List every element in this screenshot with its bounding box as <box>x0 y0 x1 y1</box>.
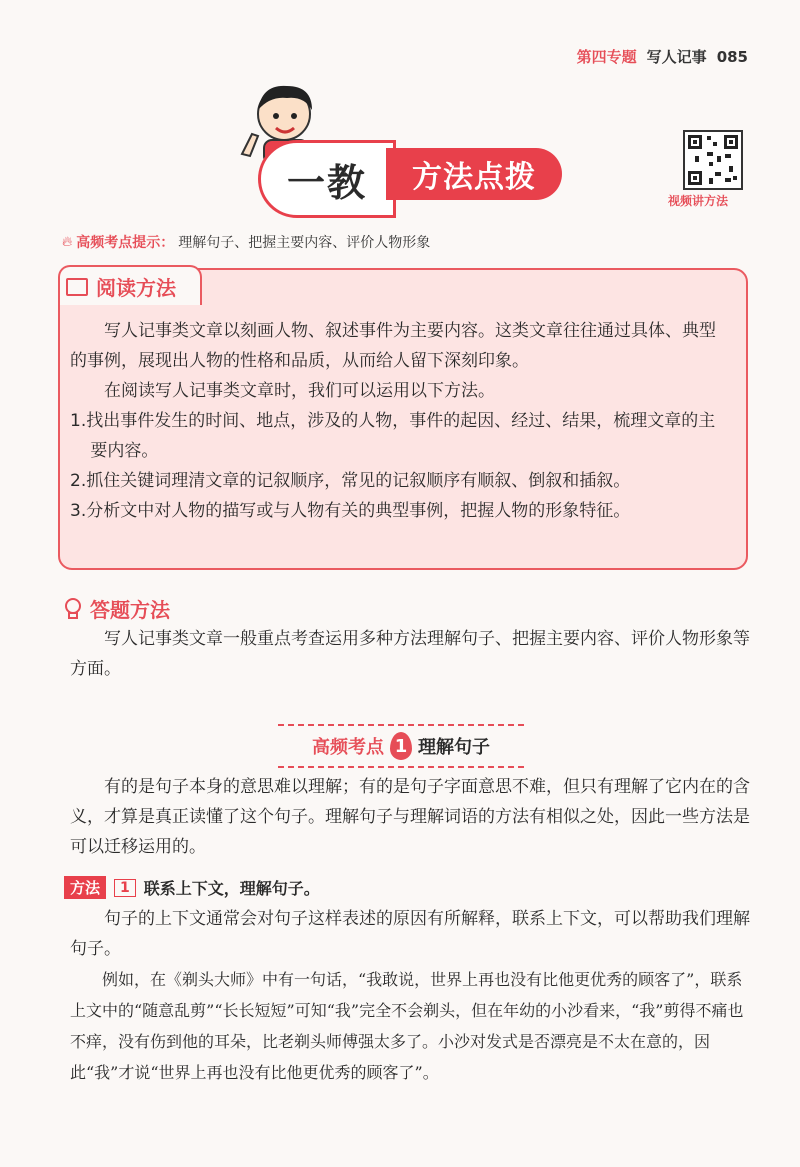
method-heading <box>64 876 320 899</box>
answer-heading <box>64 594 170 623</box>
method-number: 1 <box>114 879 136 897</box>
reading-content <box>70 316 732 526</box>
lightbulb-icon <box>64 598 82 620</box>
section-label: 第四专题 <box>576 48 637 66</box>
answer-text: 写人记事类文章一般重点考查运用多种方法理解句子、把握主要内容、评价人物形象等方面。 <box>70 629 750 679</box>
page-number: 085 <box>716 47 748 66</box>
banner-prefix: 一教 <box>258 140 396 218</box>
reading-heading-text: 阅读方法 <box>96 276 176 300</box>
qr-label: 视频讲方法 <box>668 194 729 208</box>
keypoint-number: 1 <box>390 732 412 760</box>
keypoint-title: 理解句子 <box>418 737 490 758</box>
banner-title: 方法点拨 <box>386 148 562 200</box>
reading-item: 3.分析文中对人物的描写或与人物有关的典型事例，把握人物的形象特征。 <box>70 501 631 521</box>
key-tip <box>62 232 430 252</box>
section2-text: 句子的上下文通常会对句子这样表述的原因有所解释，联系上下文，可以帮助我们理解句子。 <box>70 909 750 959</box>
method-tag: 方法 <box>64 876 106 899</box>
book-icon <box>66 278 88 296</box>
tip-text: 理解句子、把握主要内容、评价人物形象 <box>178 235 431 251</box>
answer-heading-text: 答题方法 <box>90 598 170 622</box>
section1-text: 有的是句子本身的意思难以理解；有的是句子字面意思不难，但只有理解了它内在的含义，才算是真正读懂了这个句子。理解句子与理解词语的方法有相似之处，因此一些方法是可以迁移运用的。 <box>70 777 750 857</box>
qr-code-icon[interactable] <box>683 130 743 190</box>
example-text: 例如，在《剃头大师》中有一句话，“我敢说，世界上再也没有比他更优秀的顾客了”，联系上文中的“随意乱剪”“长长短短”可知“我”完全不会剃头，但在年幼的小沙看来，“我”剪得不痛也不痒，没有伤到他的耳朵，比老剃头师傅强太多了。小沙对发式是否漂亮是不太在意的，因此“我”才说“世界上再也没有比他更优秀的顾客了”。 <box>70 970 744 1082</box>
reading-item: 1.找出事件发生的时间、地点，涉及的人物，事件的起因、经过、结果，梳理文章的主要内容。 <box>70 411 716 461</box>
page-header <box>577 46 748 67</box>
reading-paragraph: 在阅读写人记事类文章时，我们可以运用以下方法。 <box>104 381 495 401</box>
reading-item: 2.抓住关键词理清文章的记叙顺序，常见的记叙顺序有顺叙、倒叙和插叙。 <box>70 471 631 491</box>
reading-paragraph: 写人记事类文章以刻画人物、叙述事件为主要内容。这类文章往往通过具体、典型的事例，展现出人物的性格和品质，从而给人留下深刻印象。 <box>70 321 716 371</box>
tip-label: 高频考点提示： <box>76 235 175 251</box>
reading-heading <box>66 272 176 301</box>
flame-icon: 🔥︎ <box>62 234 73 250</box>
keypoint-banner <box>278 724 524 768</box>
method-title: 联系上下文，理解句子。 <box>143 879 320 898</box>
keypoint-label: 高频考点 <box>312 737 384 758</box>
topic-label: 写人记事 <box>646 48 707 66</box>
